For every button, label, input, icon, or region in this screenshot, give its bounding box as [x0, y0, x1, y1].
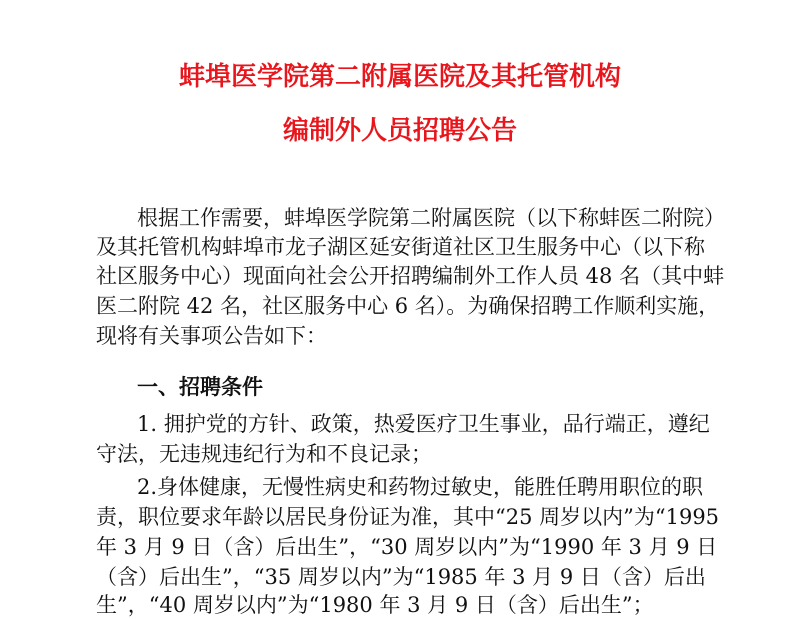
item1-line: 1. 拥护党的方针、政策，热爱医疗卫生事业，品行端正，遵纪 [137, 412, 710, 436]
intro-paragraph-line: 现将有关事项公告如下： [96, 324, 327, 348]
document-title-line2: 编制外人员招聘公告 [282, 116, 517, 146]
intro-paragraph-line: 社区服务中心）现面向社会公开招聘编制外工作人员 48 名（其中蚌 [96, 264, 725, 288]
intro-paragraph-line: 根据工作需要，蚌埠医学院第二附属医院（以下称蚌医二附院） [137, 206, 725, 230]
item2-line: 2.身体健康，无慢性病史和药物过敏史，能胜任聘用职位的职 [137, 475, 704, 499]
document-title-line1: 蚌埠医学院第二附属医院及其托管机构 [178, 62, 621, 92]
item2-line: 责，职位要求年龄以居民身份证为准，其中“25 周岁以内”为“1995 [96, 505, 720, 529]
item2-line: 年 3 月 9 日（含）后出生”，“30 周岁以内”为“1990 年 3 月 9 日 [96, 535, 718, 559]
item1-line: 守法，无违规违纪行为和不良记录； [96, 442, 432, 466]
item2-line: （含）后出生”，“35 周岁以内”为“1985 年 3 月 9 日（含）后出 [96, 565, 706, 589]
intro-paragraph-line: 及其托管机构蚌埠市龙子湖区延安街道社区卫生服务中心（以下称 [96, 235, 705, 259]
intro-paragraph-line: 医二附院 42 名，社区服务中心 6 名）。为确保招聘工作顺利实施， [96, 294, 720, 318]
item2-line: 生”，“40 周岁以内”为“1980 年 3 月 9 日（含）后出生”； [96, 593, 654, 617]
section-heading: 一、招聘条件 [137, 375, 263, 399]
